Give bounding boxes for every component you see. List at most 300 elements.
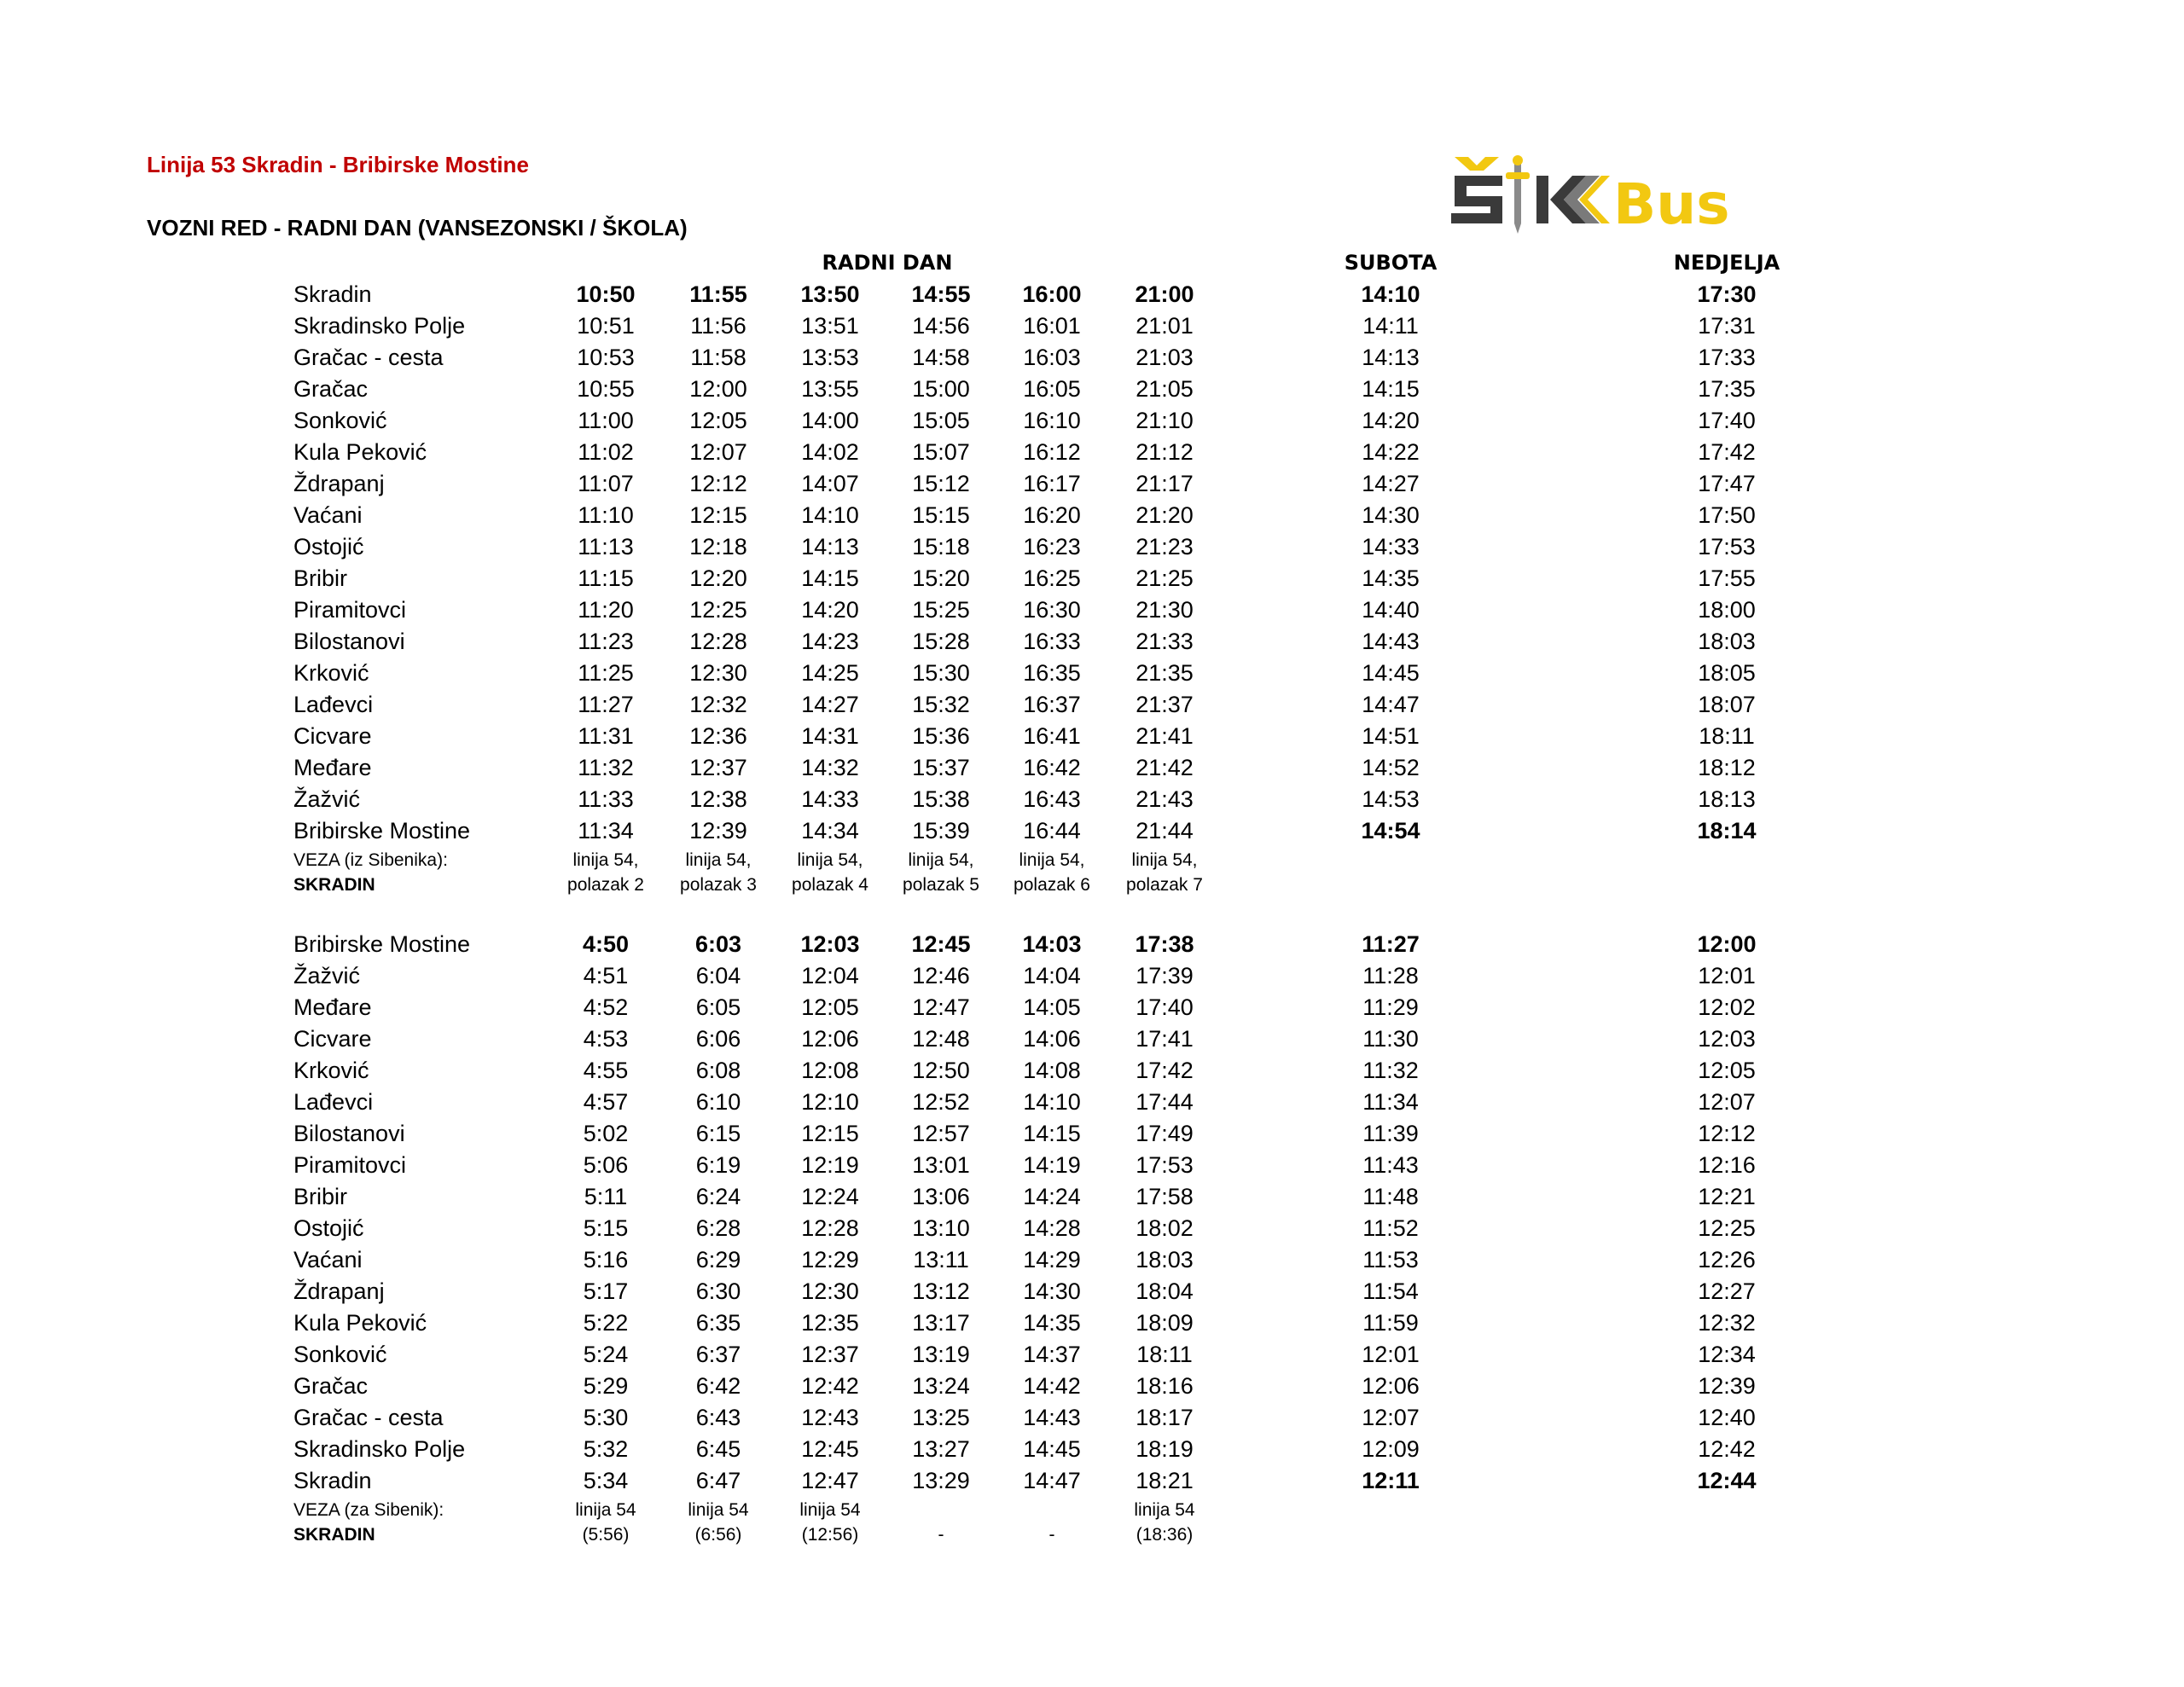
weekday-time: 11:23 bbox=[578, 629, 634, 654]
sunday-time: 12:27 bbox=[1698, 1278, 1756, 1304]
stop-name: Sonković bbox=[293, 1342, 387, 1367]
sunday-time: 12:42 bbox=[1698, 1436, 1756, 1462]
stop-name: Gračac bbox=[293, 376, 369, 402]
weekday-time: 6:47 bbox=[695, 1468, 741, 1493]
weekday-time: 16:01 bbox=[1023, 313, 1081, 339]
table-row bbox=[0, 721, 2184, 752]
connection-cell-line: linija 54 bbox=[1134, 1500, 1195, 1520]
weekday-time: 12:04 bbox=[801, 963, 859, 988]
stop-name: Bilostanovi bbox=[293, 629, 405, 654]
weekday-time: 18:16 bbox=[1136, 1373, 1194, 1399]
weekday-time: 11:13 bbox=[578, 534, 634, 559]
weekday-time: 13:10 bbox=[912, 1215, 970, 1241]
saturday-time: 11:48 bbox=[1362, 1184, 1419, 1209]
weekday-time: 14:29 bbox=[1023, 1247, 1081, 1272]
stop-name: Bilostanovi bbox=[293, 1121, 405, 1146]
weekday-time: 12:28 bbox=[801, 1215, 859, 1241]
saturday-time: 12:11 bbox=[1362, 1468, 1420, 1493]
stop-name: Sonković bbox=[293, 408, 387, 433]
table-row bbox=[0, 279, 2184, 310]
weekday-time: 14:15 bbox=[1023, 1121, 1081, 1146]
weekday-time: 4:52 bbox=[583, 994, 629, 1020]
stop-name: Cicvare bbox=[293, 1026, 372, 1052]
weekday-time: 14:27 bbox=[801, 692, 859, 717]
connection-cell-line: - bbox=[1048, 1525, 1055, 1545]
table-row bbox=[0, 563, 2184, 594]
weekday-time: 18:03 bbox=[1136, 1247, 1194, 1272]
weekday-time: 12:06 bbox=[801, 1026, 859, 1052]
weekday-time: 15:05 bbox=[912, 408, 970, 433]
connection-cell-line bbox=[881, 1498, 1001, 1522]
weekday-time: 5:17 bbox=[583, 1278, 629, 1304]
stop-name: Bribirske Mostine bbox=[293, 931, 471, 957]
page-subtitle: VOZNI RED - RADNI DAN (VANSEZONSKI / ŠKOLA) bbox=[147, 215, 688, 241]
weekday-time: 16:17 bbox=[1023, 471, 1081, 496]
weekday-time: 10:51 bbox=[577, 313, 635, 339]
weekday-time: 12:52 bbox=[912, 1089, 970, 1115]
weekday-time: 21:43 bbox=[1136, 786, 1194, 812]
weekday-time: 21:03 bbox=[1136, 345, 1194, 370]
table-row bbox=[0, 1371, 2184, 1402]
connection-label-line2: SKRADIN bbox=[293, 1525, 375, 1545]
weekday-time: 14:10 bbox=[1023, 1089, 1081, 1115]
sunday-time: 12:21 bbox=[1698, 1184, 1756, 1209]
connection-label-line1: VEZA (za Sibenik): bbox=[293, 1500, 444, 1520]
weekday-time: 6:30 bbox=[695, 1278, 741, 1304]
weekday-time: 6:37 bbox=[695, 1342, 741, 1367]
sunday-time: 12:25 bbox=[1698, 1215, 1756, 1241]
weekday-time: 10:53 bbox=[577, 345, 635, 370]
sunday-time: 12:03 bbox=[1698, 1026, 1756, 1052]
weekday-time: 21:10 bbox=[1136, 408, 1194, 433]
connection-cell bbox=[770, 1498, 890, 1547]
weekday-time: 13:50 bbox=[800, 281, 860, 307]
weekday-time: 21:44 bbox=[1136, 818, 1194, 844]
stop-name: Međare bbox=[293, 755, 372, 780]
connection-cell-line: (6:56) bbox=[694, 1525, 742, 1545]
connection-cell bbox=[1105, 848, 1224, 897]
weekday-time: 6:35 bbox=[695, 1310, 741, 1336]
weekday-time: 17:40 bbox=[1136, 994, 1194, 1020]
stop-name: Ostojić bbox=[293, 534, 364, 559]
weekday-time: 14:45 bbox=[1023, 1436, 1081, 1462]
saturday-time: 11:29 bbox=[1362, 994, 1419, 1020]
connection-cell-line: linija 54, bbox=[1131, 850, 1198, 870]
connection-cell-line: linija 54 bbox=[575, 1500, 636, 1520]
weekday-time: 14:06 bbox=[1023, 1026, 1081, 1052]
sunday-time: 17:47 bbox=[1698, 471, 1756, 496]
table-row bbox=[0, 1465, 2184, 1497]
stop-name: Skradinsko Polje bbox=[293, 313, 466, 339]
weekday-time: 14:13 bbox=[801, 534, 859, 559]
weekday-time: 5:30 bbox=[583, 1405, 629, 1430]
weekday-time: 13:55 bbox=[801, 376, 859, 402]
sunday-time: 18:11 bbox=[1699, 723, 1755, 749]
weekday-time: 12:07 bbox=[689, 439, 747, 465]
connection-cell bbox=[992, 1498, 1112, 1547]
sunday-time: 17:42 bbox=[1698, 439, 1756, 465]
weekday-time: 16:30 bbox=[1023, 597, 1081, 623]
stop-name: Lađevci bbox=[293, 692, 374, 717]
saturday-time: 12:09 bbox=[1362, 1436, 1420, 1462]
connection-label bbox=[293, 848, 448, 897]
weekday-time: 11:34 bbox=[578, 818, 634, 844]
connection-cell-line: (12:56) bbox=[801, 1525, 859, 1545]
connection-note bbox=[0, 848, 2184, 897]
weekday-time: 14:02 bbox=[801, 439, 859, 465]
weekday-time: 6:29 bbox=[695, 1247, 741, 1272]
saturday-time: 11:54 bbox=[1362, 1278, 1419, 1304]
connection-cell bbox=[881, 848, 1001, 897]
connection-note bbox=[0, 1498, 2184, 1547]
table-row bbox=[0, 1118, 2184, 1150]
weekday-time: 21:35 bbox=[1136, 660, 1194, 686]
weekday-time: 12:30 bbox=[689, 660, 747, 686]
weekday-time: 21:23 bbox=[1136, 534, 1194, 559]
weekday-time: 15:30 bbox=[912, 660, 970, 686]
weekday-time: 6:28 bbox=[695, 1215, 741, 1241]
weekday-time: 14:23 bbox=[801, 629, 859, 654]
weekday-time: 6:45 bbox=[695, 1436, 741, 1462]
weekday-time: 21:05 bbox=[1136, 376, 1194, 402]
weekday-time: 12:12 bbox=[689, 471, 747, 496]
connection-label bbox=[293, 1498, 444, 1547]
weekday-time: 16:43 bbox=[1023, 786, 1081, 812]
weekday-time: 12:30 bbox=[801, 1278, 859, 1304]
weekday-time: 6:05 bbox=[695, 994, 741, 1020]
stop-name: Bribir bbox=[293, 565, 348, 591]
weekday-time: 12:50 bbox=[912, 1058, 970, 1083]
saturday-time: 14:33 bbox=[1362, 534, 1420, 559]
saturday-time: 11:28 bbox=[1362, 963, 1419, 988]
weekday-time: 12:37 bbox=[801, 1342, 859, 1367]
connection-cell-line: linija 54, bbox=[908, 850, 974, 870]
connection-cell-line: (18:36) bbox=[1136, 1525, 1194, 1545]
weekday-time: 11:33 bbox=[578, 786, 634, 812]
weekday-time: 16:35 bbox=[1023, 660, 1081, 686]
saturday-time: 11:59 bbox=[1362, 1310, 1419, 1336]
stop-name: Kula Peković bbox=[293, 439, 427, 465]
weekday-time: 21:41 bbox=[1136, 723, 1194, 749]
weekday-time: 16:00 bbox=[1022, 281, 1082, 307]
weekday-time: 14:15 bbox=[801, 565, 859, 591]
saturday-time: 14:51 bbox=[1362, 723, 1420, 749]
weekday-time: 6:08 bbox=[695, 1058, 741, 1083]
saturday-time: 14:15 bbox=[1362, 376, 1420, 402]
table-row bbox=[0, 1276, 2184, 1307]
table-row bbox=[0, 960, 2184, 992]
weekday-time: 14:28 bbox=[1023, 1215, 1081, 1241]
weekday-time: 21:42 bbox=[1136, 755, 1194, 780]
saturday-time: 14:45 bbox=[1362, 660, 1420, 686]
sunday-time: 12:05 bbox=[1698, 1058, 1756, 1083]
connection-label-line2: SKRADIN bbox=[293, 875, 375, 895]
weekday-time: 14:30 bbox=[1023, 1278, 1081, 1304]
weekday-time: 17:41 bbox=[1136, 1026, 1194, 1052]
weekday-time: 6:24 bbox=[695, 1184, 741, 1209]
weekday-time: 14:47 bbox=[1023, 1468, 1081, 1493]
stop-name: Kula Peković bbox=[293, 1310, 427, 1336]
weekday-time: 13:06 bbox=[912, 1184, 970, 1209]
header-subota: SUBOTA bbox=[1344, 251, 1438, 275]
stop-name: Cicvare bbox=[293, 723, 372, 749]
saturday-time: 12:07 bbox=[1362, 1405, 1420, 1430]
weekday-time: 18:11 bbox=[1136, 1342, 1193, 1367]
weekday-time: 14:33 bbox=[801, 786, 859, 812]
weekday-time: 18:21 bbox=[1136, 1468, 1194, 1493]
weekday-time: 11:58 bbox=[690, 345, 746, 370]
weekday-time: 15:15 bbox=[912, 502, 970, 528]
saturday-time: 14:13 bbox=[1362, 345, 1420, 370]
weekday-time: 13:19 bbox=[912, 1342, 970, 1367]
table-row bbox=[0, 310, 2184, 342]
weekday-time: 12:05 bbox=[689, 408, 747, 433]
weekday-time: 21:37 bbox=[1136, 692, 1194, 717]
weekday-time: 12:47 bbox=[801, 1468, 859, 1493]
weekday-time: 12:38 bbox=[689, 786, 747, 812]
saturday-time: 12:06 bbox=[1362, 1373, 1420, 1399]
sunday-time: 12:40 bbox=[1698, 1405, 1756, 1430]
weekday-time: 16:37 bbox=[1023, 692, 1081, 717]
sunday-time: 12:26 bbox=[1698, 1247, 1756, 1272]
saturday-time: 14:47 bbox=[1362, 692, 1420, 717]
weekday-time: 12:42 bbox=[801, 1373, 859, 1399]
stop-name: Ždrapanj bbox=[293, 471, 385, 496]
weekday-time: 14:03 bbox=[1022, 931, 1082, 957]
weekday-time: 16:03 bbox=[1023, 345, 1081, 370]
table-row bbox=[0, 1055, 2184, 1087]
weekday-time: 5:11 bbox=[584, 1184, 628, 1209]
weekday-time: 14:04 bbox=[1023, 963, 1081, 988]
stop-name: Ždrapanj bbox=[293, 1278, 385, 1304]
sunday-time: 18:07 bbox=[1698, 692, 1756, 717]
weekday-time: 18:17 bbox=[1136, 1405, 1194, 1430]
table-row bbox=[0, 1087, 2184, 1118]
weekday-time: 16:42 bbox=[1023, 755, 1081, 780]
weekday-time: 12:03 bbox=[800, 931, 860, 957]
saturday-time: 14:40 bbox=[1362, 597, 1420, 623]
connection-cell bbox=[659, 1498, 778, 1547]
sunday-time: 12:44 bbox=[1697, 1468, 1757, 1493]
table-row bbox=[0, 531, 2184, 563]
weekday-time: 14:34 bbox=[801, 818, 859, 844]
sunday-time: 12:39 bbox=[1698, 1373, 1756, 1399]
weekday-time: 14:00 bbox=[801, 408, 859, 433]
weekday-time: 4:55 bbox=[583, 1058, 629, 1083]
weekday-time: 12:08 bbox=[801, 1058, 859, 1083]
saturday-time: 11:30 bbox=[1362, 1026, 1419, 1052]
table-row bbox=[0, 405, 2184, 437]
weekday-time: 15:18 bbox=[912, 534, 970, 559]
weekday-time: 14:31 bbox=[801, 723, 859, 749]
saturday-time: 14:54 bbox=[1361, 818, 1420, 844]
connection-cell bbox=[546, 848, 665, 897]
sikbus-logo bbox=[1436, 152, 1786, 237]
saturday-time: 14:27 bbox=[1362, 471, 1420, 496]
sunday-time: 17:31 bbox=[1698, 313, 1756, 339]
weekday-time: 12:25 bbox=[689, 597, 747, 623]
weekday-time: 12:00 bbox=[689, 376, 747, 402]
header-nedjelja: NEDJELJA bbox=[1673, 251, 1780, 275]
sunday-time: 18:14 bbox=[1697, 818, 1757, 844]
connection-cell-line: linija 54, bbox=[685, 850, 752, 870]
weekday-time: 21:00 bbox=[1135, 281, 1194, 307]
stop-name: Bribir bbox=[293, 1184, 348, 1209]
table-row bbox=[0, 658, 2184, 689]
connection-cell-line: polazak 6 bbox=[1014, 875, 1090, 895]
connection-label-line1: VEZA (iz Sibenika): bbox=[293, 850, 448, 870]
stop-name: Krković bbox=[293, 1058, 369, 1083]
weekday-time: 18:04 bbox=[1136, 1278, 1194, 1304]
weekday-time: 15:07 bbox=[912, 439, 970, 465]
weekday-time: 12:57 bbox=[912, 1121, 970, 1146]
weekday-time: 5:02 bbox=[583, 1121, 629, 1146]
connection-cell bbox=[770, 848, 890, 897]
weekday-time: 13:11 bbox=[913, 1247, 969, 1272]
weekday-time: 16:41 bbox=[1023, 723, 1081, 749]
weekday-time: 15:38 bbox=[912, 786, 970, 812]
weekday-time: 12:39 bbox=[689, 818, 747, 844]
weekday-time: 17:44 bbox=[1136, 1089, 1194, 1115]
weekday-time: 12:05 bbox=[801, 994, 859, 1020]
saturday-time: 11:53 bbox=[1362, 1247, 1419, 1272]
stop-name: Vaćani bbox=[293, 1247, 363, 1272]
weekday-time: 16:25 bbox=[1023, 565, 1081, 591]
stop-name: Gračac - cesta bbox=[293, 1405, 444, 1430]
weekday-time: 15:25 bbox=[912, 597, 970, 623]
table-row bbox=[0, 1150, 2184, 1181]
weekday-time: 17:49 bbox=[1136, 1121, 1194, 1146]
logo-bus-text: Bus bbox=[1613, 171, 1730, 237]
saturday-time: 11:32 bbox=[1362, 1058, 1419, 1083]
weekday-time: 12:45 bbox=[911, 931, 971, 957]
weekday-time: 12:19 bbox=[801, 1152, 859, 1178]
weekday-time: 12:43 bbox=[801, 1405, 859, 1430]
weekday-time: 14:43 bbox=[1023, 1405, 1081, 1430]
table-row bbox=[0, 342, 2184, 374]
weekday-time: 6:10 bbox=[695, 1089, 741, 1115]
stop-name: Međare bbox=[293, 994, 372, 1020]
connection-cell-line: polazak 7 bbox=[1126, 875, 1203, 895]
sunday-time: 17:33 bbox=[1698, 345, 1756, 370]
weekday-time: 6:42 bbox=[695, 1373, 741, 1399]
stop-name: Gračac bbox=[293, 1373, 369, 1399]
connection-cell-line: linija 54 bbox=[799, 1500, 861, 1520]
weekday-time: 21:12 bbox=[1136, 439, 1194, 465]
sunday-time: 12:02 bbox=[1698, 994, 1756, 1020]
weekday-time: 6:04 bbox=[695, 963, 741, 988]
weekday-time: 12:24 bbox=[801, 1184, 859, 1209]
weekday-time: 13:51 bbox=[801, 313, 859, 339]
connection-cell bbox=[881, 1498, 1001, 1547]
weekday-time: 12:47 bbox=[912, 994, 970, 1020]
sunday-time: 18:13 bbox=[1698, 786, 1756, 812]
table-row bbox=[0, 1213, 2184, 1244]
sunday-time: 12:01 bbox=[1698, 963, 1756, 988]
table-row bbox=[0, 929, 2184, 960]
table-row bbox=[0, 1181, 2184, 1213]
weekday-time: 6:03 bbox=[694, 931, 742, 957]
weekday-time: 12:10 bbox=[801, 1089, 859, 1115]
table-row bbox=[0, 1339, 2184, 1371]
weekday-time: 14:42 bbox=[1023, 1373, 1081, 1399]
weekday-time: 5:22 bbox=[583, 1310, 629, 1336]
table-row bbox=[0, 626, 2184, 658]
saturday-time: 14:43 bbox=[1362, 629, 1420, 654]
saturday-time: 14:35 bbox=[1362, 565, 1420, 591]
weekday-time: 14:08 bbox=[1023, 1058, 1081, 1083]
sunday-time: 18:05 bbox=[1698, 660, 1756, 686]
stop-name: Skradin bbox=[293, 281, 372, 307]
weekday-time: 21:30 bbox=[1136, 597, 1194, 623]
stop-name: Piramitovci bbox=[293, 597, 407, 623]
table-row bbox=[0, 784, 2184, 815]
saturday-time: 11:43 bbox=[1362, 1152, 1419, 1178]
saturday-time: 11:39 bbox=[1362, 1121, 1419, 1146]
weekday-time: 17:42 bbox=[1136, 1058, 1194, 1083]
stop-name: Žažvić bbox=[293, 786, 361, 812]
weekday-time: 11:56 bbox=[690, 313, 746, 339]
weekday-time: 6:15 bbox=[695, 1121, 741, 1146]
weekday-time: 11:32 bbox=[578, 755, 634, 780]
weekday-time: 14:25 bbox=[801, 660, 859, 686]
saturday-time: 11:27 bbox=[1362, 931, 1420, 957]
weekday-time: 11:15 bbox=[578, 565, 634, 591]
saturday-time: 12:01 bbox=[1362, 1342, 1420, 1367]
saturday-time: 14:22 bbox=[1362, 439, 1420, 465]
sunday-time: 18:00 bbox=[1698, 597, 1756, 623]
sunday-time: 17:55 bbox=[1698, 565, 1756, 591]
weekday-time: 12:48 bbox=[912, 1026, 970, 1052]
stop-name: Piramitovci bbox=[293, 1152, 407, 1178]
connection-cell-line: linija 54, bbox=[797, 850, 863, 870]
weekday-time: 16:10 bbox=[1023, 408, 1081, 433]
weekday-time: 21:17 bbox=[1136, 471, 1194, 496]
weekday-time: 10:55 bbox=[577, 376, 635, 402]
saturday-time: 14:10 bbox=[1361, 281, 1420, 307]
weekday-time: 10:50 bbox=[576, 281, 636, 307]
connection-cell bbox=[546, 1498, 665, 1547]
weekday-time: 12:46 bbox=[912, 963, 970, 988]
weekday-time: 13:24 bbox=[912, 1373, 970, 1399]
weekday-time: 11:00 bbox=[578, 408, 634, 433]
weekday-time: 16:23 bbox=[1023, 534, 1081, 559]
table-row bbox=[0, 1402, 2184, 1434]
stop-name: Žažvić bbox=[293, 963, 361, 988]
weekday-time: 12:35 bbox=[801, 1310, 859, 1336]
weekday-time: 16:33 bbox=[1023, 629, 1081, 654]
weekday-time: 16:05 bbox=[1023, 376, 1081, 402]
weekday-time: 12:15 bbox=[801, 1121, 859, 1146]
weekday-time: 4:51 bbox=[583, 963, 629, 988]
table-row bbox=[0, 815, 2184, 847]
connection-cell bbox=[992, 848, 1112, 897]
weekday-time: 21:20 bbox=[1136, 502, 1194, 528]
weekday-time: 14:07 bbox=[801, 471, 859, 496]
weekday-time: 13:17 bbox=[912, 1310, 970, 1336]
weekday-time: 15:39 bbox=[912, 818, 970, 844]
table-row bbox=[0, 1244, 2184, 1276]
sunday-time: 12:34 bbox=[1698, 1342, 1756, 1367]
connection-cell-line: - bbox=[938, 1525, 944, 1545]
weekday-time: 12:18 bbox=[689, 534, 747, 559]
connection-cell-line: linija 54 bbox=[688, 1500, 749, 1520]
weekday-time: 11:02 bbox=[578, 439, 634, 465]
weekday-time: 13:12 bbox=[912, 1278, 970, 1304]
sunday-time: 17:35 bbox=[1698, 376, 1756, 402]
weekday-time: 12:28 bbox=[689, 629, 747, 654]
page-title: Linija 53 Skradin - Bribirske Mostine bbox=[147, 152, 529, 177]
